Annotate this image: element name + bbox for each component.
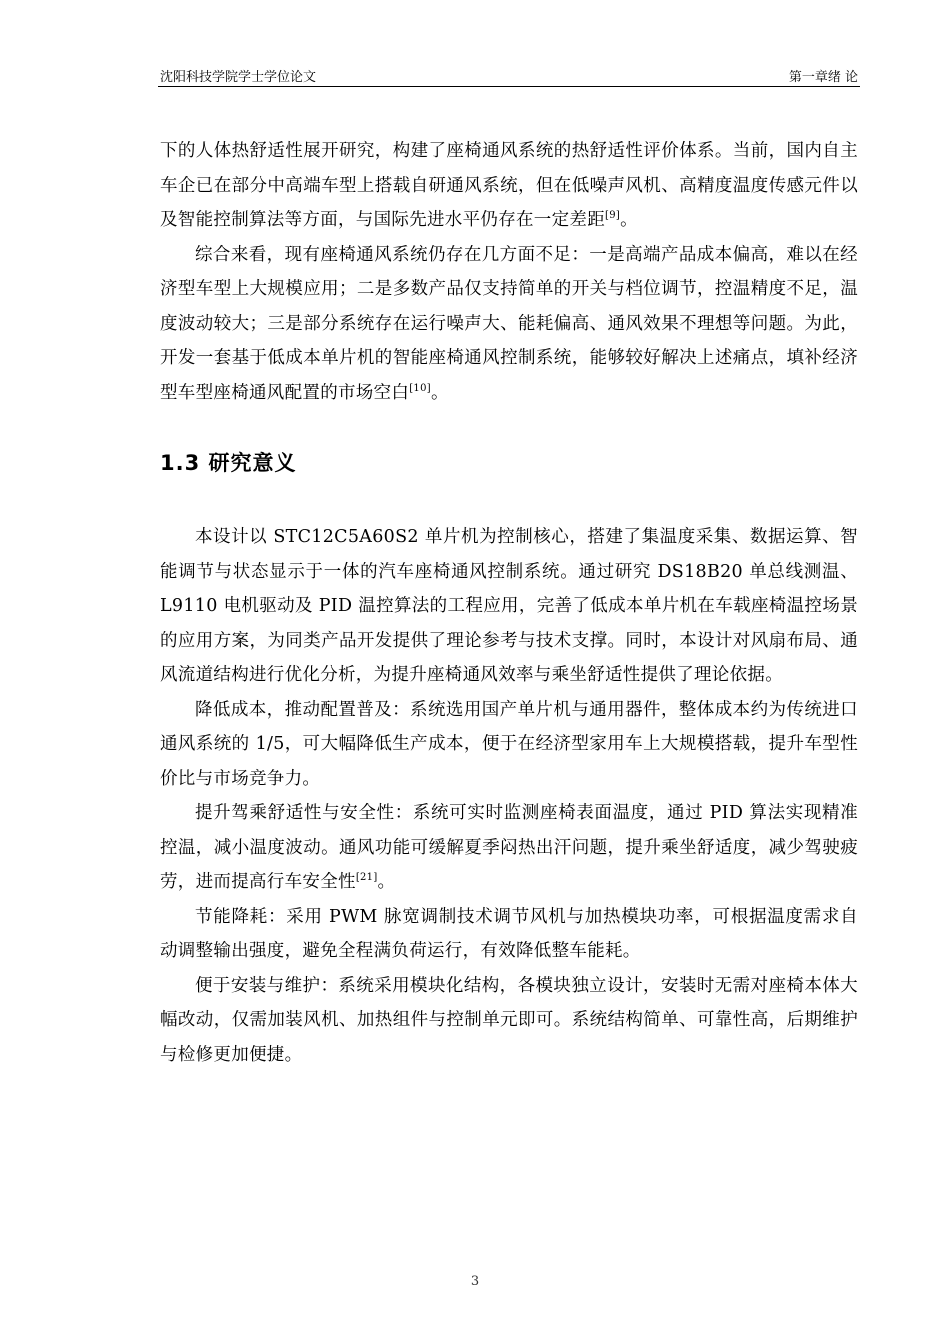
running-header-right: 第一章绪 论	[788, 70, 858, 85]
paragraph-comfort: 提升驾乘舒适性与安全性：系统可实时监测座椅表面温度，通过 PID 算法实现精准控温，减小温度波动。通风功能可缓解夏季闷热出汗问题，提升乘坐舒适度，减少驾驶疲劳，进而提高行车安全性[21]。	[160, 803, 858, 892]
citation-ref: [21]	[355, 872, 378, 884]
paragraph-maintenance: 便于安装与维护：系统采用模块化结构，各模块独立设计，安装时无需对座椅本体大幅改动，仅需加装风机、加热组件与控制单元即可。系统结构简单、可靠性高，后期维护与检修更加便捷。	[160, 975, 858, 1065]
header-rule	[158, 86, 860, 87]
citation-ref: [10]	[409, 382, 431, 394]
page-number: 3	[470, 1274, 480, 1289]
paragraph-continuation: 下的人体热舒适性展开研究，构建了座椅通风系统的热舒适性评价体系。当前，国内自主车企已在部分中高端车型上搭载自研通风系统，但在低噪声风机、高精度温度传感元件以及智能控制算法等方面，与国际先进水平仍存在一定差距[9]。	[160, 141, 858, 230]
citation-ref: [9]	[605, 210, 621, 222]
paragraph-summary: 综合来看，现有座椅通风系统仍存在几方面不足：一是高端产品成本偏高，难以在经济型车型上大规模应用；二是多数产品仅支持简单的开关与档位调节，控温精度不足，温度波动较大；三是部分系统存在运行噪声大、能耗偏高、通风效果不理想等问题。为此，开发一套基于低成本单片机的智能座椅通风控制系统，能够较好解决上述痛点，填补经济型车型座椅通风配置的市场空白[10]。	[160, 244, 858, 403]
paragraph-significance: 本设计以 STC12C5A60S2 单片机为控制核心，搭建了集温度采集、数据运算、智能调节与状态显示于一体的汽车座椅通风控制系统。通过研究 DS18B20 单总线测温、L9110 电机驱动及 PID 温控算法的工程应用，完善了低成本单片机在车载座椅温控场景的应用方案，为同类产品开发提供了理论参考与技术支撑。同时，本设计对风扇布局、通风流道结构进行优化分析，为提升座椅通风效率与乘坐舒适性提供了理论依据。	[160, 527, 858, 685]
page-body	[160, 134, 858, 1072]
section-heading: 1.3 研究意义	[160, 451, 297, 475]
paragraph-energy: 节能降耗：采用 PWM 脉宽调制技术调节风机与加热模块功率，可根据温度需求自动调整输出强度，避免全程满负荷运行，有效降低整车能耗。	[160, 906, 858, 961]
paragraph-cost: 降低成本，推动配置普及：系统选用国产单片机与通用器件，整体成本约为传统进口通风系统的 1/5，可大幅降低生产成本，便于在经济型家用车上大规模搭载，提升车型性价比与市场竞争力。	[160, 699, 858, 789]
running-header-left: 沈阳科技学院学士学位论文	[160, 70, 317, 85]
